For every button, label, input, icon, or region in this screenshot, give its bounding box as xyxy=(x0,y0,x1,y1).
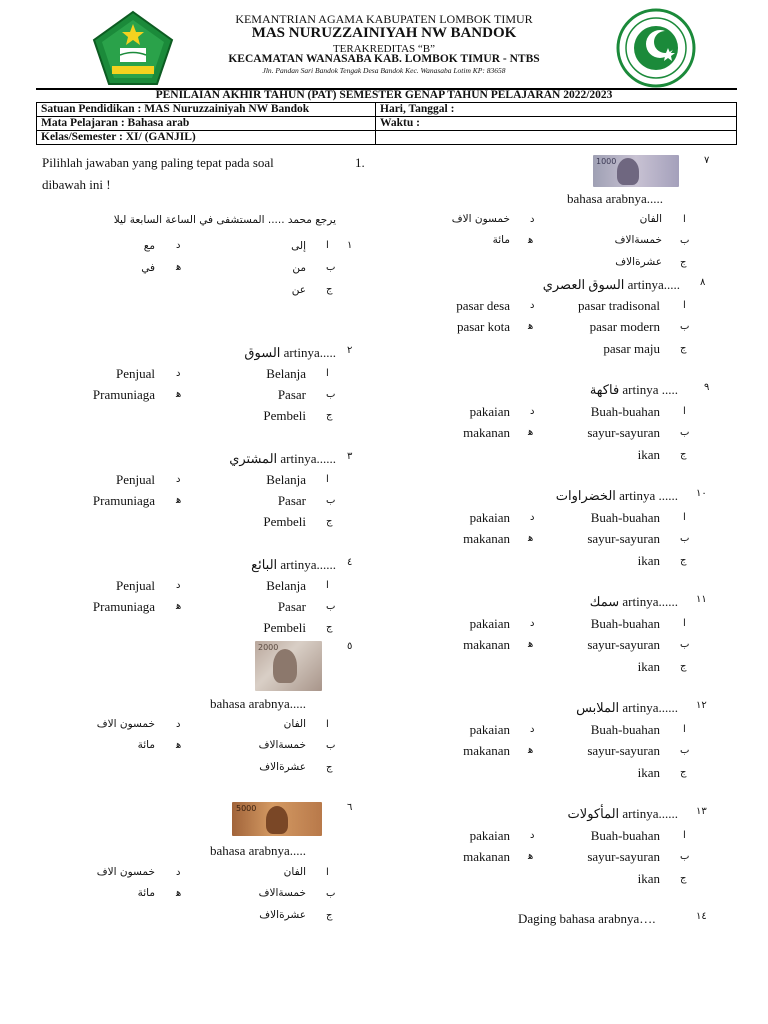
q12-option-a[interactable]: Buah-buahan xyxy=(590,722,660,737)
question-10-text: الخضراوات artinya ...... xyxy=(555,488,678,503)
info-table xyxy=(36,102,737,145)
school-logo xyxy=(614,8,698,88)
question-13-number: ١٣ xyxy=(696,806,707,817)
q3-letter-e: ﻫ xyxy=(176,495,182,506)
q4-option-d[interactable]: Penjual xyxy=(116,578,155,593)
q1-option-a[interactable]: إلى xyxy=(291,240,306,252)
instruction-line1: Pilihlah jawaban yang paling tepat pada soal xyxy=(42,155,274,170)
q6-letter-d: د xyxy=(176,867,181,878)
q5-option-a[interactable]: الفان xyxy=(283,718,306,730)
q10-option-d[interactable]: pakaian xyxy=(469,510,510,525)
q9-letter-b: ب xyxy=(680,427,690,438)
q7-letter-d: د xyxy=(530,214,535,225)
question-2-number: ٢ xyxy=(347,345,353,356)
question-9-text: فاكهة artinya ..... xyxy=(589,382,678,397)
q12-option-b[interactable]: sayur-sayuran xyxy=(587,743,660,758)
q11-letter-d: د xyxy=(530,618,535,629)
q6-letter-b: ب xyxy=(326,888,336,899)
q9-letter-c: ج xyxy=(680,449,687,460)
q9-option-a[interactable]: Buah-buahan xyxy=(590,404,660,419)
q13-letter-e: ﻫ xyxy=(528,851,534,862)
q12-option-d[interactable]: pakaian xyxy=(469,722,510,737)
q4-letter-e: ﻫ xyxy=(176,601,182,612)
q5-letter-d: د xyxy=(176,719,181,730)
q8-option-a[interactable]: pasar tradisonal xyxy=(578,298,660,313)
q4-letter-a: ا xyxy=(326,580,329,591)
q5-option-c[interactable]: عشرةالاف xyxy=(259,761,306,773)
q1-letter-a: ا xyxy=(326,240,329,251)
q5-letter-c: ج xyxy=(326,762,333,773)
banknote-5000-image xyxy=(232,802,322,836)
question-8-text: السوق العصري artinya..... xyxy=(542,277,680,292)
q4-option-a[interactable]: Belanja xyxy=(266,578,306,593)
q11-option-b[interactable]: sayur-sayuran xyxy=(587,637,660,652)
q1-option-e[interactable]: في xyxy=(141,262,155,274)
info-empty xyxy=(376,131,737,145)
question-4-text: البائع artinya...... xyxy=(251,557,336,572)
q2-option-b[interactable]: Pasar xyxy=(277,387,306,402)
banknote-portrait xyxy=(266,806,288,834)
q11-option-e[interactable]: makanan xyxy=(463,637,510,652)
q4-option-e[interactable]: Pramuniaga xyxy=(92,599,155,614)
q5-letter-b: ب xyxy=(326,740,336,751)
q7-letter-c: ج xyxy=(680,257,687,268)
school-name: MAS NURUZZAINIYAH NW BANDOK xyxy=(251,25,517,41)
accreditation: TERAKREDITAS “B” xyxy=(332,43,436,55)
q9-option-d[interactable]: pakaian xyxy=(469,404,510,419)
question-4-number: ٤ xyxy=(347,557,353,568)
q10-option-b[interactable]: sayur-sayuran xyxy=(587,531,660,546)
q12-option-e[interactable]: makanan xyxy=(463,743,510,758)
q8-option-e[interactable]: pasar kota xyxy=(456,319,510,334)
question-6-number: ٦ xyxy=(347,802,353,813)
q11-option-d[interactable]: pakaian xyxy=(469,616,510,631)
q2-letter-d: د xyxy=(176,368,181,379)
q12-letter-b: ب xyxy=(680,745,690,756)
q6-letter-a: ا xyxy=(326,867,329,878)
q8-option-b[interactable]: pasar modern xyxy=(589,319,660,334)
q1-option-b[interactable]: من xyxy=(292,262,306,274)
question-5-text: bahasa arabnya..... xyxy=(210,696,307,711)
q8-letter-a: ا xyxy=(683,300,686,311)
question-8-number: ٨ xyxy=(700,277,706,288)
q8-letter-b: ب xyxy=(680,321,690,332)
banknote-portrait xyxy=(273,649,297,683)
q10-option-a[interactable]: Buah-buahan xyxy=(590,510,660,525)
q3-option-d[interactable]: Penjual xyxy=(116,472,155,487)
info-mapel: Mata Pelajaran : Bahasa arab xyxy=(37,117,376,131)
q11-letter-b: ب xyxy=(680,639,690,650)
q5-letter-e: ﻫ xyxy=(176,740,182,751)
question-7-text: bahasa arabnya..... xyxy=(567,191,664,206)
q13-letter-a: ا xyxy=(683,830,686,841)
q8-letter-e: ﻫ xyxy=(528,321,534,332)
question-10-number: ١٠ xyxy=(696,488,707,499)
q6-option-b[interactable]: خمسةالاف xyxy=(258,887,306,899)
q9-option-e[interactable]: makanan xyxy=(463,425,510,440)
q9-letter-d: د xyxy=(530,406,535,417)
q2-letter-a: ا xyxy=(326,368,329,379)
q10-letter-e: ﻫ xyxy=(528,533,534,544)
q2-letter-c: ج xyxy=(326,410,333,421)
q9-option-c[interactable]: ikan xyxy=(637,447,660,462)
q5-option-e[interactable]: مائة xyxy=(137,739,155,751)
q7-letter-e: ﻫ xyxy=(528,235,534,246)
q5-letter-a: ا xyxy=(326,719,329,730)
q3-option-a[interactable]: Belanja xyxy=(266,472,306,487)
question-11-text: سمك artinya...... xyxy=(589,594,678,609)
q8-letter-c: ج xyxy=(680,343,687,354)
q3-letter-c: ج xyxy=(326,516,333,527)
q2-option-d[interactable]: Penjual xyxy=(116,366,155,381)
question-12-number: ١٢ xyxy=(696,700,707,711)
q7-letter-b: ب xyxy=(680,235,690,246)
q13-option-d[interactable]: pakaian xyxy=(469,828,510,843)
info-kelas: Kelas/Semester : XI/ (GANJIL) xyxy=(37,131,376,145)
banknote-1000-value: 1000 xyxy=(596,157,617,166)
q10-letter-d: د xyxy=(530,512,535,523)
q8-option-d[interactable]: pasar desa xyxy=(456,298,510,313)
q10-option-e[interactable]: makanan xyxy=(463,531,510,546)
q6-option-d[interactable]: خمسون الاف xyxy=(96,866,155,878)
question-7-number: ٧ xyxy=(704,155,710,166)
question-14-number: ١٤ xyxy=(696,911,707,922)
q13-option-a[interactable]: Buah-buahan xyxy=(590,828,660,843)
question-6-text: bahasa arabnya..... xyxy=(210,843,307,858)
question-3-text: المشتري artinya...... xyxy=(229,451,336,466)
q11-letter-e: ﻫ xyxy=(528,639,534,650)
q7-option-e[interactable]: مائة xyxy=(492,234,510,246)
q11-option-a[interactable]: Buah-buahan xyxy=(590,616,660,631)
q11-letter-c: ج xyxy=(680,661,687,672)
question-1-number: ١ xyxy=(347,240,353,251)
q12-letter-e: ﻫ xyxy=(528,745,534,756)
q7-option-c[interactable]: عشرةالاف xyxy=(615,256,662,268)
q6-letter-c: ج xyxy=(326,910,333,921)
question-1-text: يرجع محمد ..... المستشفى في الساعة السابعة ليلا xyxy=(113,214,336,226)
q8-letter-d: د xyxy=(530,300,535,311)
q1-letter-c: ج xyxy=(326,284,333,295)
banknote-2000-image xyxy=(255,641,322,691)
q10-letter-b: ب xyxy=(680,533,690,544)
q7-option-d[interactable]: خمسون الاف xyxy=(451,213,510,225)
exam-title: PENILAIAN AKHIR TAHUN (PAT) SEMESTER GENAP TAHUN PELAJARAN 2022/2023 xyxy=(155,89,613,101)
q2-letter-e: ﻫ xyxy=(176,389,182,400)
q4-letter-c: ج xyxy=(326,622,333,633)
q13-option-e[interactable]: makanan xyxy=(463,849,510,864)
q1-option-d[interactable]: مع xyxy=(143,240,155,252)
banknote-2000-value: 2000 xyxy=(258,643,279,652)
q1-option-c[interactable]: عن xyxy=(291,284,306,296)
info-waktu: Waktu : xyxy=(376,117,737,131)
q7-option-a[interactable]: الفان xyxy=(639,213,662,225)
q10-option-c[interactable]: ikan xyxy=(637,553,660,568)
banknote-5000-value: 5000 xyxy=(236,804,257,813)
question-11-number: ١١ xyxy=(696,594,707,605)
q6-letter-e: ﻫ xyxy=(176,888,182,899)
q13-letter-c: ج xyxy=(680,873,687,884)
instruction-line2: dibawah ini ! xyxy=(42,177,111,192)
question-12-text: الملابس artinya...... xyxy=(576,700,678,715)
q3-letter-b: ب xyxy=(326,495,336,506)
question-5-number: ٥ xyxy=(347,641,353,652)
q3-option-e[interactable]: Pramuniaga xyxy=(92,493,155,508)
q11-option-c[interactable]: ikan xyxy=(637,659,660,674)
q3-letter-d: د xyxy=(176,474,181,485)
header-line1: KEMANTRIAN AGAMA KABUPATEN LOMBOK TIMUR xyxy=(235,12,533,26)
q6-option-e[interactable]: مائة xyxy=(137,887,155,899)
q2-letter-b: ب xyxy=(326,389,336,400)
info-satuan: Satuan Pendidikan : MAS Nuruzzainiyah NW Bandok xyxy=(37,103,376,117)
header-address: Jln. Pandan Sari Bandok Tengak Desa Bandok Kec. Wanasaba Lotim KP: 83658 xyxy=(262,66,506,75)
question-9-number: ٩ xyxy=(704,382,710,393)
q4-letter-b: ب xyxy=(326,601,336,612)
q5-option-d[interactable]: خمسون الاف xyxy=(96,718,155,730)
q7-letter-a: ا xyxy=(683,214,686,225)
instruction-number: 1. xyxy=(355,155,365,170)
q3-letter-a: ا xyxy=(326,474,329,485)
q1-letter-e: ﻫ xyxy=(176,262,182,273)
question-14-text: Daging bahasa arabnya…. xyxy=(518,911,656,926)
q10-letter-c: ج xyxy=(680,555,687,566)
q9-letter-a: ا xyxy=(683,406,686,417)
q12-option-c[interactable]: ikan xyxy=(637,765,660,780)
q12-letter-a: ا xyxy=(683,724,686,735)
q2-option-a[interactable]: Belanja xyxy=(266,366,306,381)
q2-option-e[interactable]: Pramuniaga xyxy=(92,387,155,402)
q6-option-a[interactable]: الفان xyxy=(283,866,306,878)
q12-letter-d: د xyxy=(530,724,535,735)
q13-letter-b: ب xyxy=(680,851,690,862)
header-district: KECAMATAN WANASABA KAB. LOMBOK TIMUR - NTBS xyxy=(228,53,540,65)
q4-option-c[interactable]: Pembeli xyxy=(263,620,306,635)
q10-letter-a: ا xyxy=(683,512,686,523)
q7-option-b[interactable]: خمسةالاف xyxy=(614,234,662,246)
info-hari: Hari, Tanggal : xyxy=(376,103,737,117)
q1-letter-d: د xyxy=(176,240,181,251)
q3-option-b[interactable]: Pasar xyxy=(277,493,306,508)
q13-letter-d: د xyxy=(530,830,535,841)
banknote-portrait xyxy=(617,158,639,185)
q8-option-c[interactable]: pasar maju xyxy=(603,341,660,356)
q9-letter-e: ﻫ xyxy=(528,427,534,438)
banknote-1000-image xyxy=(593,155,679,187)
q1-letter-b: ب xyxy=(326,262,336,273)
q13-option-b[interactable]: sayur-sayuran xyxy=(587,849,660,864)
question-3-number: ٣ xyxy=(347,451,353,462)
q4-letter-d: د xyxy=(176,580,181,591)
question-2-text: السوق artinya..... xyxy=(244,345,336,360)
q5-option-b[interactable]: خمسةالاف xyxy=(258,739,306,751)
q11-letter-a: ا xyxy=(683,618,686,629)
q6-option-c[interactable]: عشرةالاف xyxy=(259,909,306,921)
q12-letter-c: ج xyxy=(680,767,687,778)
question-13-text: المأكولات artinya...... xyxy=(567,806,678,821)
q13-option-c[interactable]: ikan xyxy=(637,871,660,886)
q9-option-b[interactable]: sayur-sayuran xyxy=(587,425,660,440)
q4-option-b[interactable]: Pasar xyxy=(277,599,306,614)
q3-option-c[interactable]: Pembeli xyxy=(263,514,306,529)
q2-option-c[interactable]: Pembeli xyxy=(263,408,306,423)
